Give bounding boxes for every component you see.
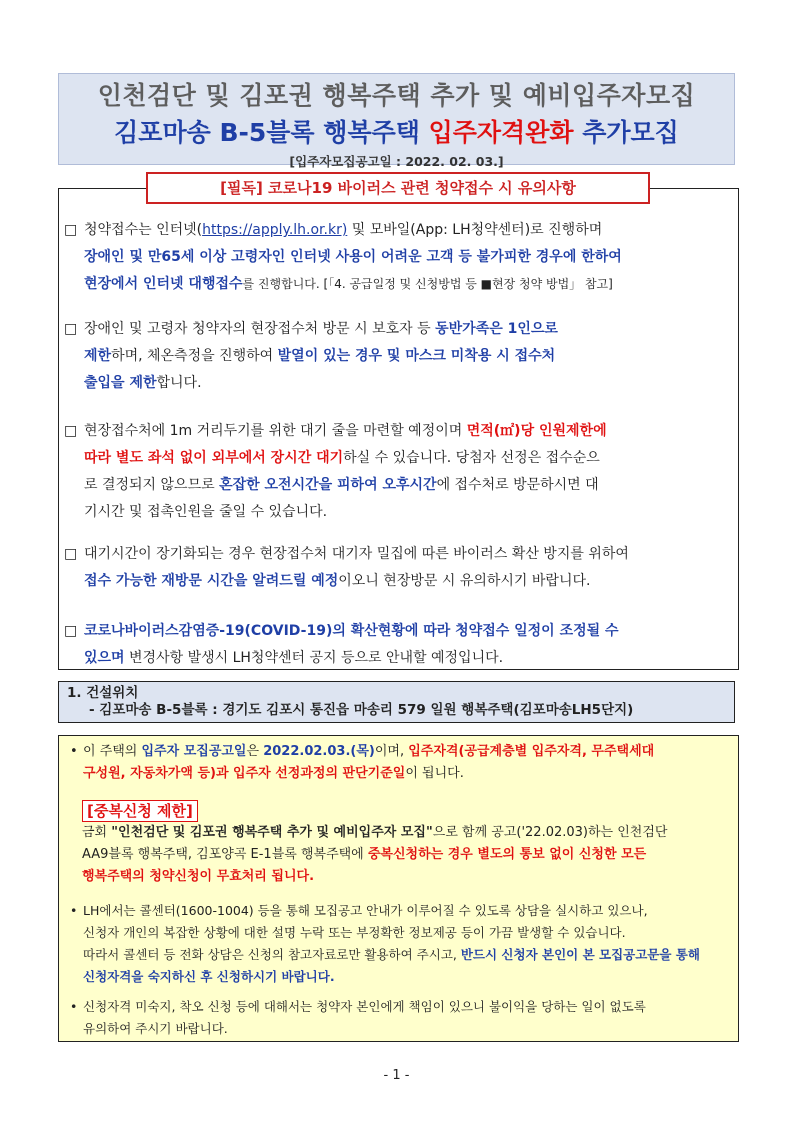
bullet-icon: • — [70, 903, 78, 918]
header-box — [58, 73, 735, 169]
notice-paragraph-4: □ 대기시간이 장기화되는 경우 현장접수처 대기자 밀집에 따른 바이러스 확산 방지를 위하여 접수 가능한 재방문 시간을 알려드릴 예정이오니 현장방문 시 유의하시기 바랍니다. — [64, 541, 734, 595]
sub-title-part1: 김포마송 B-5블록 행복주택 — [114, 118, 429, 147]
checkbox-icon: □ — [64, 423, 78, 439]
notice-paragraph-3: □ 현장접수처에 1m 거리두기를 위한 대기 줄을 마련할 예정이며 면적(㎡)당 인원제한에 따라 별도 좌석 없이 외부에서 장시간 대기하실 수 있습니다. 당첨자 선정은 접수순으 로 결정되지 않으므로 혼잡한 오전시간을 피하여 오후시간에 접수처로 방문하시면 대 기시간 및 접촉인원을 줄일 수 있습니다. — [64, 418, 734, 526]
notice-paragraph-2: □ 장애인 및 고령자 청약자의 현장접수처 방문 시 보호자 등 동반가족은 1인으로 제한하며, 체온측정을 진행하여 발열이 있는 경우 및 마스크 미착용 시 접수처 출입을 제한합니다. — [64, 316, 734, 397]
notice-paragraph-5: □ 코로나바이러스감염증-19(COVID-19)의 확산현황에 따라 청약접수 일정이 조정될 수 있으며 변경사항 발생시 LH청약센터 공지 등으로 안내할 예정입니다. — [64, 618, 734, 672]
info-bullet-3: • 신청자격 미숙지, 착오 신청 등에 대해서는 청약자 본인에게 책임이 있으니 불이익을 당하는 일이 없도록 유의하여 주시기 바랍니다. — [70, 996, 735, 1040]
section-heading: 1. 건설위치 — [67, 685, 139, 701]
announcement-date: [입주자모집공고일 : 2022. 02. 03.] — [289, 154, 504, 169]
sub-title-part2: 추가모집 — [573, 118, 679, 147]
apply-link[interactable]: https://apply.lh.or.kr) — [202, 222, 348, 238]
checkbox-icon: □ — [64, 321, 78, 337]
sub-title-highlight: 입주자격완화 — [428, 118, 574, 147]
duplicate-application-body: 금회 "인천검단 및 김포권 행복주택 추가 및 예비입주자 모집"으로 함께 공고('22.02.03)하는 인천검단 AA9블록 행복주택, 김포양곡 E-1블록 행복주택에 중복신청하는 경우 별도의 통보 없이 신청한 모든 행복주택의 청약신청이 무효처리 됩니다. — [82, 825, 668, 884]
construction-location-box — [58, 681, 735, 723]
checkbox-icon: □ — [64, 222, 78, 238]
checkbox-icon: □ — [64, 546, 78, 562]
page-number: - 1 - — [383, 1068, 410, 1083]
info-bullet-2: • LH에서는 콜센터(1600-1004) 등을 통해 모집공고 안내가 이루어질 수 있도록 상담을 실시하고 있으나, 신청자 개인의 복잡한 상황에 대한 설명 누락 또는 부정확한 정보제공 등이 가끔 발생할 수 있습니다. 따라서 콜센터 등 전화 상담은 신청의 참고자료로만 활용하여 주시고, 반드시 신청자 본인이 본 모집공고문을 통해 신청자격을 숙지하신 후 신청하시기 바랍니다. — [70, 900, 735, 988]
info-bullet-1: • 이 주택의 입주자 모집공고일은 2022.02.03.(목)이며, 입주자격(공급계층별 입주자격, 무주택세대 구성원, 자동차가액 등)과 입주자 선정과정의 판단기준일이 됩니다. — [70, 741, 735, 785]
location-detail: - 김포마송 B-5블록 : 경기도 김포시 통진읍 마송리 579 일원 행복주택(김포마송LH5단지) — [89, 702, 634, 718]
sub-title — [59, 113, 734, 149]
checkbox-icon: □ — [64, 623, 78, 639]
notice-title: [필독] 코로나19 바이러스 관련 청약접수 시 유의사항 — [146, 172, 650, 204]
main-title: 인천검단 및 김포권 행복주택 추가 및 예비입주자모집 — [97, 81, 696, 110]
duplicate-application-title: [중복신청 제한] — [82, 800, 198, 822]
bullet-icon: • — [70, 744, 78, 759]
bullet-icon: • — [70, 999, 78, 1014]
notice-paragraph-1: □ 청약접수는 인터넷(https://apply.lh.or.kr) 및 모바일(App: LH청약센터)로 진행하며 장애인 및 만65세 이상 고령자인 인터넷 사용이 어려운 고객 등 불가피한 경우에 한하여 현장에서 인터넷 대행접수를 진행합니다. [「4. 공급일정 및 신청방법 등 ■현장 청약 방법」 참고] — [64, 217, 734, 298]
